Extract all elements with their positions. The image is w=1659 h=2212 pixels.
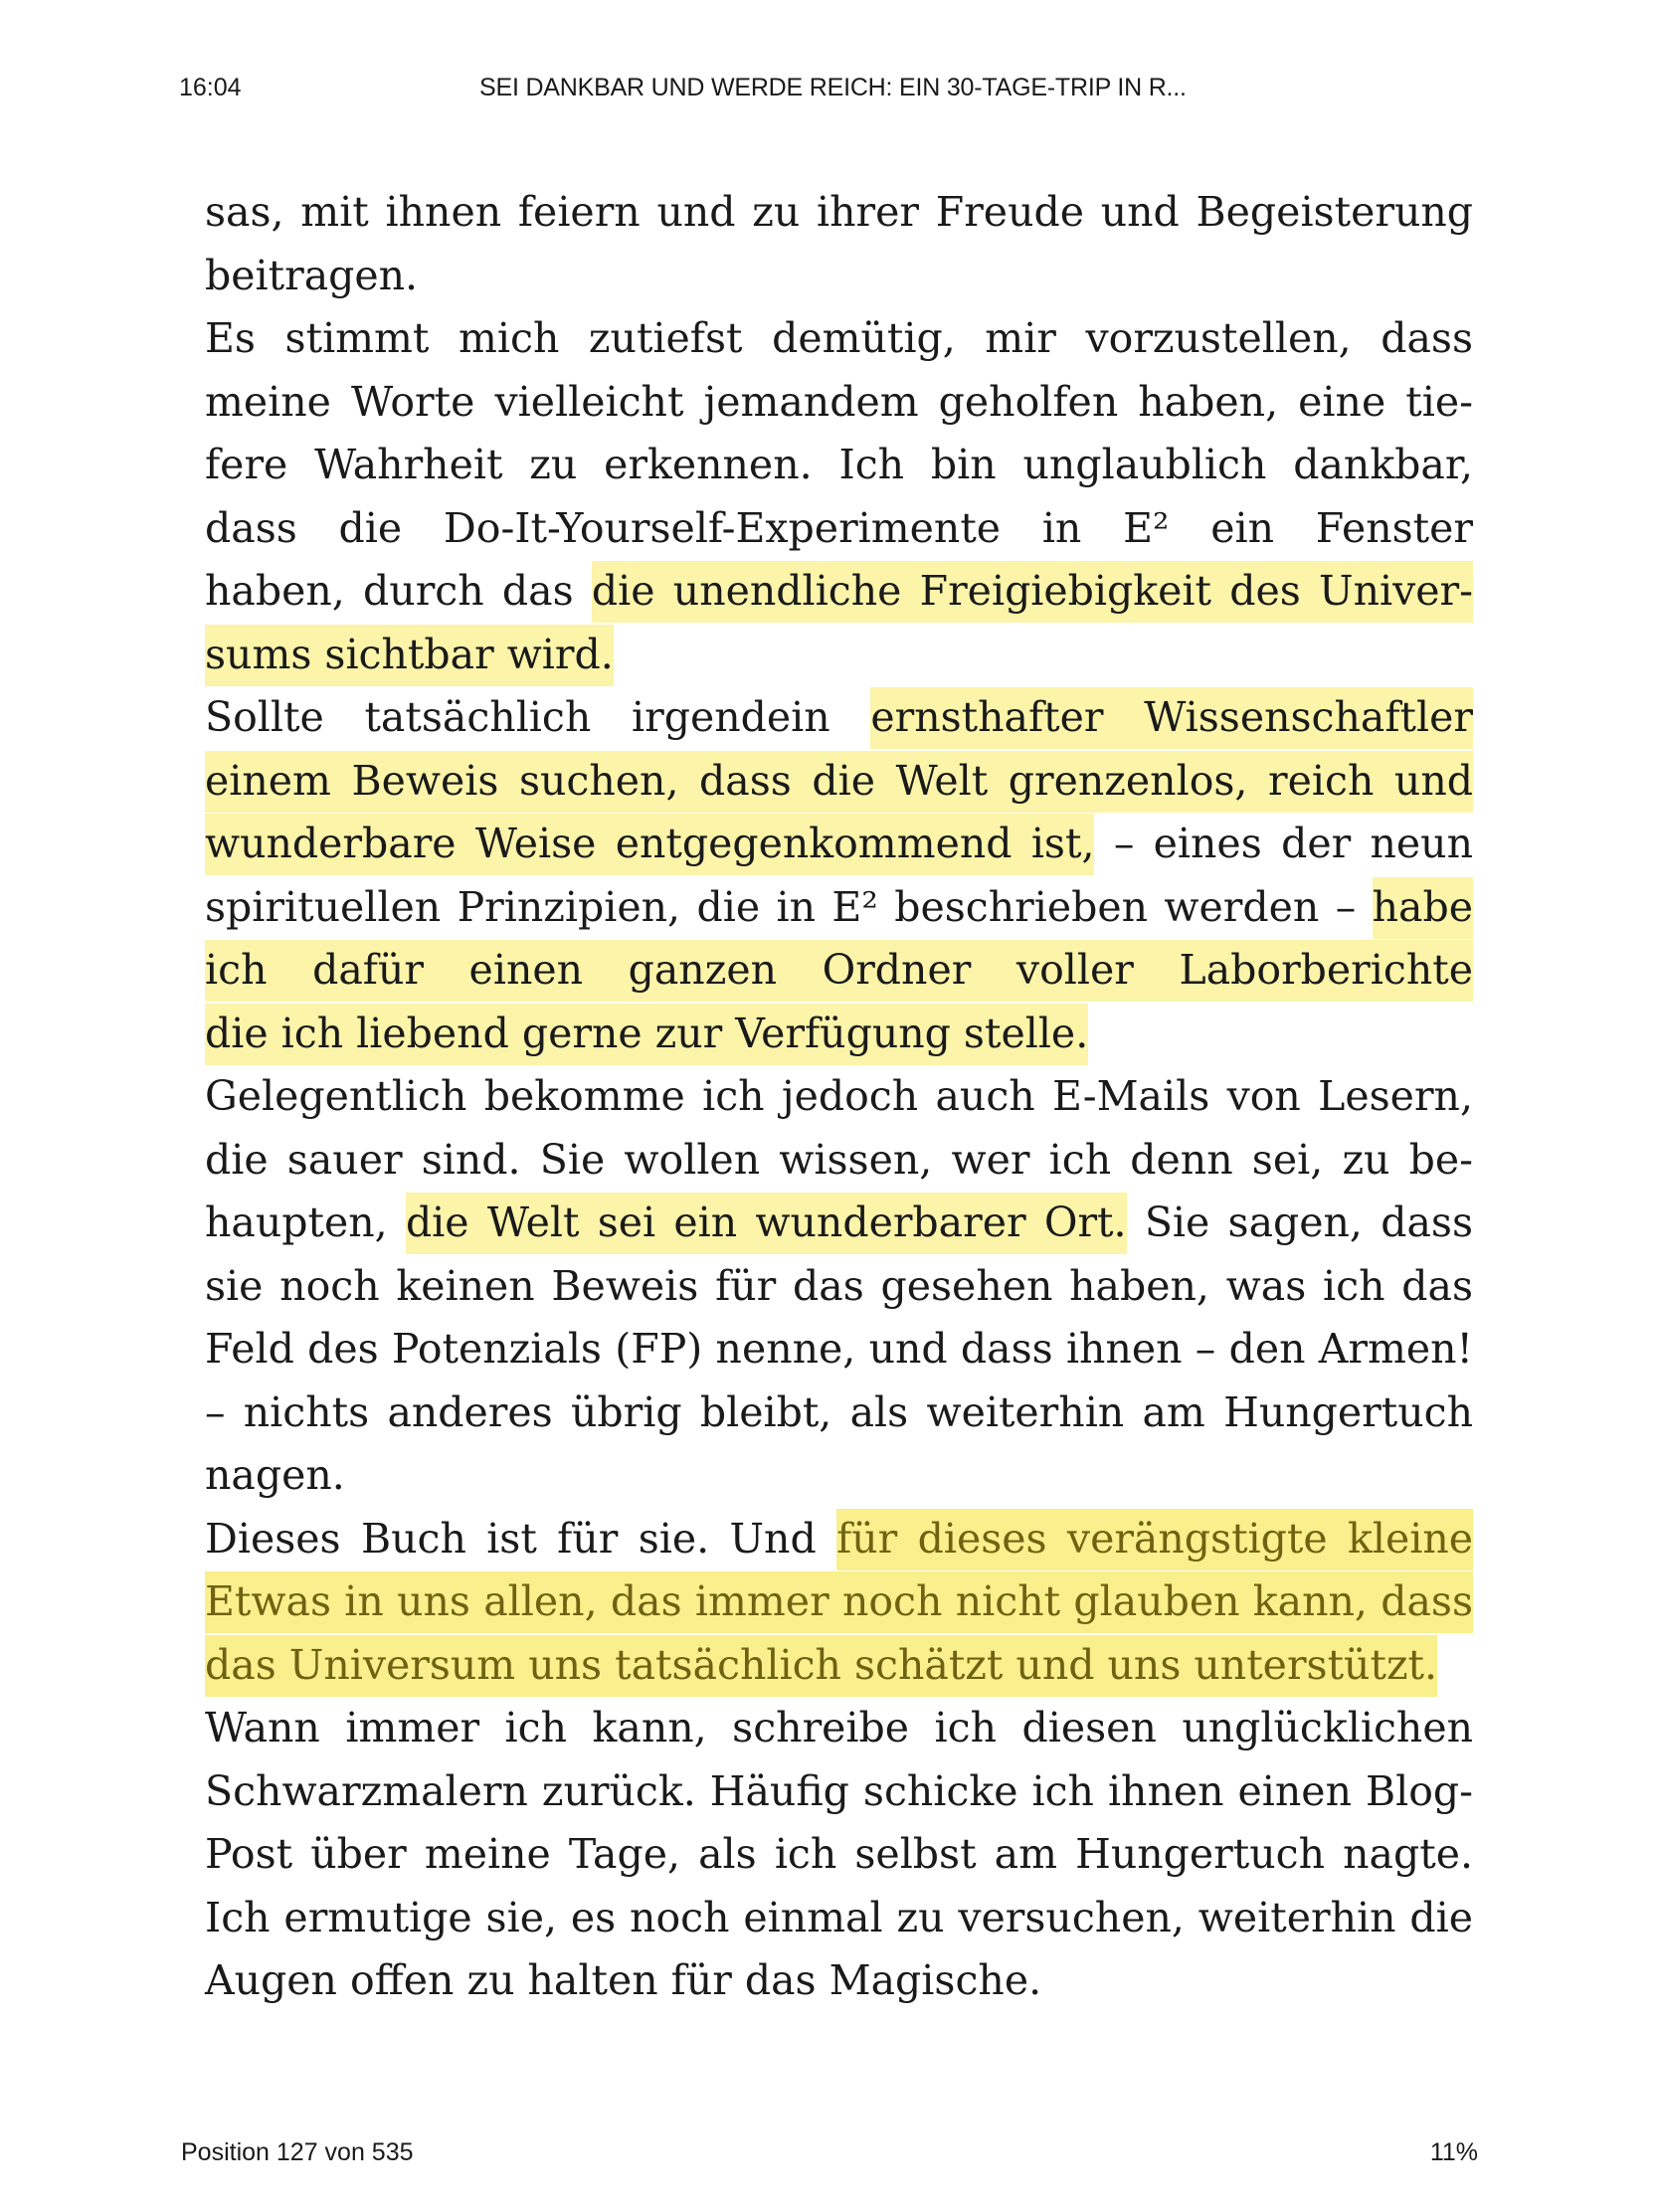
text-line[interactable] bbox=[205, 1318, 1473, 1382]
text-line[interactable] bbox=[205, 181, 1473, 245]
text-segment: – eines der neun bbox=[1094, 820, 1473, 867]
text-line[interactable] bbox=[205, 1444, 1473, 1508]
text-segment: Gelegentlich bekomme ich jedoch auch E-Mails von Lesern, bbox=[205, 1072, 1473, 1120]
text-segment: haupten, bbox=[205, 1198, 406, 1246]
text-line[interactable] bbox=[205, 1129, 1473, 1193]
text-line[interactable] bbox=[205, 1570, 1473, 1634]
text-line[interactable] bbox=[205, 1065, 1473, 1129]
highlighted-text[interactable]: habe bbox=[1373, 877, 1473, 939]
text-segment: nagen. bbox=[205, 1451, 345, 1499]
highlighted-text[interactable]: wunderbare Weise entgegenkommend ist, bbox=[205, 814, 1094, 875]
text-line[interactable] bbox=[205, 686, 1473, 750]
text-segment: sas, mit ihnen feiern und zu ihrer Freude und Begeisterung bbox=[205, 188, 1473, 236]
text-segment: Post über meine Tage, als ich selbst am Hungertuch nagte. bbox=[205, 1830, 1473, 1878]
highlighted-text[interactable]: sums sichtbar wird. bbox=[205, 625, 614, 686]
text-line[interactable] bbox=[205, 1192, 1473, 1255]
text-line[interactable] bbox=[205, 1823, 1473, 1887]
text-line[interactable] bbox=[205, 1949, 1473, 2013]
highlighted-text[interactable]: die unendliche Freigiebigkeit des Univer- bbox=[592, 561, 1473, 623]
highlighted-text[interactable]: einem Beweis suchen, dass die Welt grenzenlos, reich und bbox=[205, 751, 1473, 814]
text-segment: Augen offen zu halten für das Magische. bbox=[205, 1956, 1042, 2004]
text-line[interactable] bbox=[205, 624, 1473, 687]
text-segment: spirituellen Prinzipien, die in E² beschrieben werden – bbox=[205, 882, 1373, 931]
text-segment: Ich ermutige sie, es noch einmal zu versuchen, weiterhin die bbox=[205, 1893, 1473, 1941]
highlighted-text[interactable]: Etwas in uns allen, das immer noch nicht glauben kann, dass bbox=[205, 1571, 1473, 1633]
highlighted-text[interactable]: die Welt sei ein wunderbarer Ort. bbox=[406, 1193, 1127, 1254]
text-segment: Schwarzmalern zurück. Häufig schicke ich ihnen einen Blog- bbox=[205, 1766, 1473, 1815]
text-line[interactable] bbox=[205, 876, 1473, 940]
reading-progress-percent: 11% bbox=[1429, 2138, 1478, 2166]
clock: 16:04 bbox=[179, 74, 242, 101]
reading-area[interactable] bbox=[205, 181, 1473, 2013]
reading-position[interactable]: Position 127 von 535 bbox=[181, 2138, 414, 2166]
text-segment: haben, durch das bbox=[205, 567, 592, 615]
text-segment: Es stimmt mich zutiefst demütig, mir vorzustellen, dass bbox=[205, 314, 1473, 362]
text-segment: Dieses Buch ist für sie. Und bbox=[205, 1514, 837, 1563]
highlighted-text[interactable]: ich dafür einen ganzen Ordner voller Laborberichte bbox=[205, 940, 1473, 1003]
text-segment: beitragen. bbox=[205, 251, 419, 299]
text-line[interactable] bbox=[205, 497, 1473, 561]
highlighted-text[interactable]: für dieses verängstigte kleine bbox=[836, 1509, 1473, 1570]
text-segment: sie noch keinen Beweis für das gesehen haben, was ich das bbox=[205, 1261, 1473, 1310]
text-line[interactable] bbox=[205, 245, 1473, 308]
text-line[interactable] bbox=[205, 1508, 1473, 1571]
text-line[interactable] bbox=[205, 750, 1473, 814]
text-segment: Feld des Potenzials (FP) nenne, und dass ihnen – den Armen! bbox=[205, 1325, 1473, 1373]
text-line[interactable] bbox=[205, 307, 1473, 371]
text-segment: die sauer sind. Sie wollen wissen, wer ich denn sei, zu be- bbox=[205, 1135, 1473, 1184]
text-line[interactable] bbox=[205, 560, 1473, 624]
text-segment: meine Worte vielleicht jemandem geholfen haben, eine tie- bbox=[205, 377, 1473, 426]
text-line[interactable] bbox=[205, 1255, 1473, 1319]
book-title[interactable]: SEI DANKBAR UND WERDE REICH: EIN 30-TAGE-TRIP IN R... bbox=[479, 74, 1187, 101]
text-segment: Sie sagen, dass bbox=[1126, 1198, 1473, 1246]
text-segment: dass die Do-It-Yourself-Experimente in E² ein Fenster bbox=[205, 503, 1473, 552]
text-line[interactable] bbox=[205, 1634, 1473, 1698]
text-segment: – nichts anderes übrig bleibt, als weiterhin am Hungertuch bbox=[205, 1387, 1473, 1436]
text-line[interactable] bbox=[205, 434, 1473, 497]
highlighted-text[interactable]: die ich liebend gerne zur Verfügung stelle. bbox=[205, 1004, 1088, 1065]
text-line[interactable] bbox=[205, 1003, 1473, 1066]
status-bar bbox=[0, 74, 1659, 113]
text-segment: Sollte tatsächlich irgendein bbox=[205, 693, 871, 741]
text-line[interactable] bbox=[205, 1382, 1473, 1445]
text-segment: Wann immer ich kann, schreibe ich diesen unglücklichen bbox=[205, 1704, 1473, 1751]
text-line[interactable] bbox=[205, 371, 1473, 435]
text-line[interactable] bbox=[205, 1697, 1473, 1760]
text-line[interactable] bbox=[205, 939, 1473, 1003]
text-line[interactable] bbox=[205, 813, 1473, 876]
highlighted-text[interactable]: das Universum uns tatsächlich schätzt und uns unterstützt. bbox=[205, 1635, 1437, 1697]
text-segment: fere Wahrheit zu erkennen. Ich bin unglaublich dankbar, bbox=[205, 441, 1473, 488]
highlighted-text[interactable]: ernsthafter Wissenschaftler bbox=[205, 687, 1473, 750]
text-line[interactable] bbox=[205, 1887, 1473, 1950]
text-line[interactable] bbox=[205, 1760, 1473, 1824]
